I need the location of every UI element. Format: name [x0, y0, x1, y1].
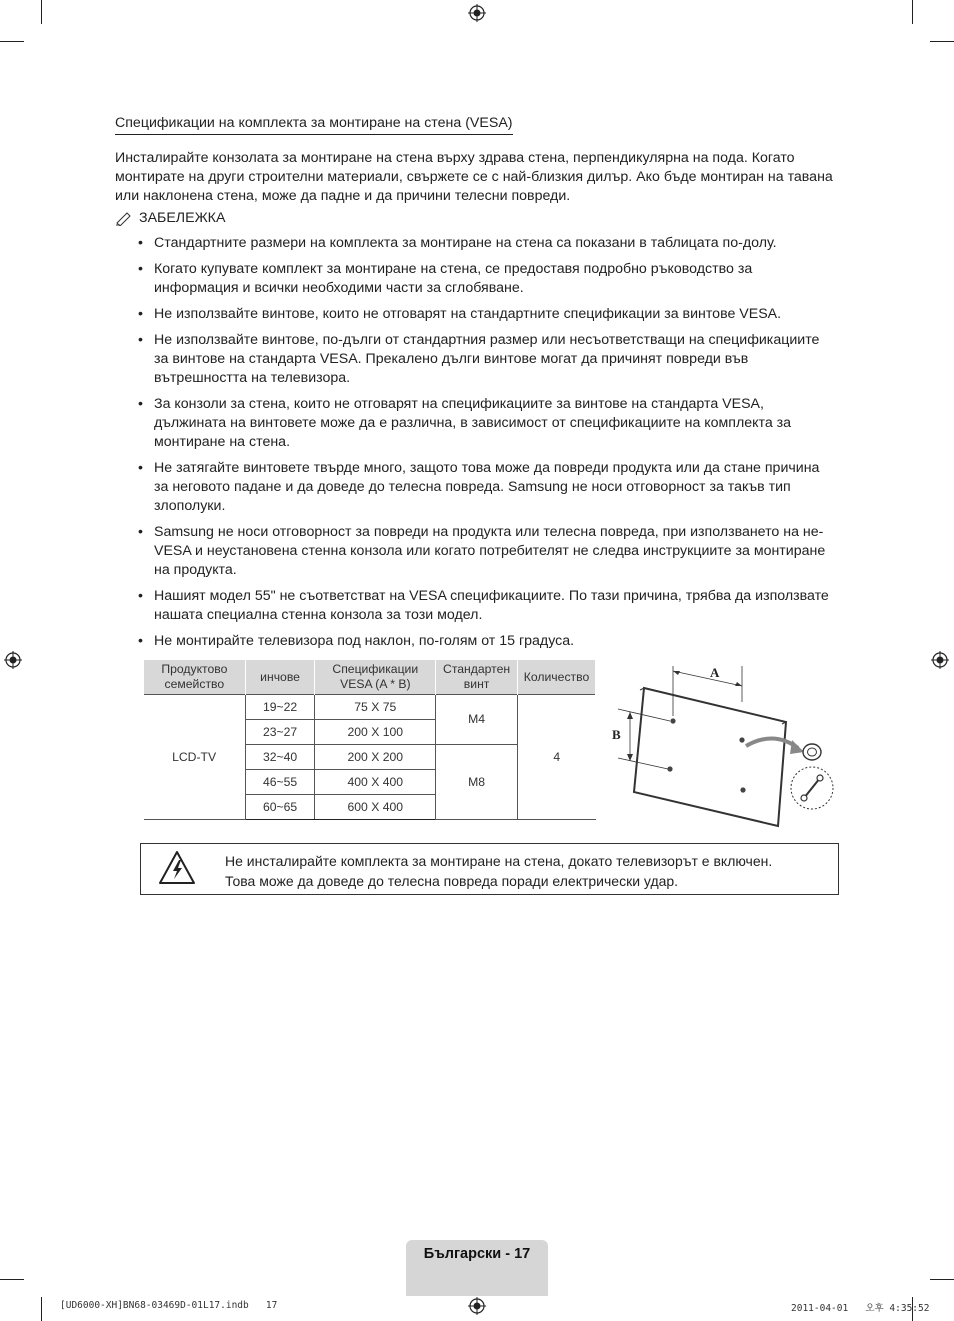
screw-cell: M4 [436, 695, 518, 745]
page-label: Български - 17 [423, 1246, 531, 1262]
page-number-tab [406, 1240, 548, 1296]
screw-hole [740, 787, 745, 792]
list-item: • За конзоли за стена, които не отговарят на спецификациите за винтове на стандарта VESA, дължината на винтовете може да е различна, в зависимост от спецификациите на комплекта за монтиране на стена. [138, 395, 835, 452]
crop-mark [930, 1279, 954, 1280]
crop-mark [0, 1279, 24, 1280]
table-header-row [144, 660, 596, 695]
column-header: Количество [518, 660, 596, 695]
main-content [115, 114, 835, 658]
warning-line: Не инсталирайте комплекта за монтиране на стена, докато телевизорът е включен. [225, 853, 773, 869]
quantity-cell: 4 [518, 695, 596, 820]
vesa-cell: 400 X 400 [315, 770, 436, 795]
screw-hole [670, 718, 675, 723]
inches-cell: 32~40 [245, 745, 315, 770]
bolt-icon [791, 767, 833, 809]
vesa-cell: 200 X 100 [315, 720, 436, 745]
list-item: • Не използвайте винтове, по-дълги от стандартния размер или несъответстващи на спецификациите за винтове на стандарта VESA. Прекалено дълги винтове могат да причинят повреди във вътрешността на телевизора. [138, 331, 835, 388]
list-item: • Когато купувате комплект за монтиране на стена, се предоставя подробно ръководство за информация и всички необходими части за сглобяване. [138, 260, 835, 298]
column-header: инчове [245, 660, 315, 695]
registration-mark-icon [468, 4, 486, 22]
dimension-b-label: B [612, 727, 621, 742]
product-family-cell: LCD-TV [144, 695, 246, 820]
inches-cell: 19~22 [245, 695, 315, 720]
note-header [115, 209, 835, 228]
warning-text [225, 851, 772, 891]
inches-cell: 23~27 [245, 720, 315, 745]
warning-box [140, 843, 839, 895]
crop-mark [930, 41, 954, 42]
column-header: Стандартен винт [436, 660, 518, 695]
file-slug: [UD6000-XH]BN68-03469D-01L17.indb 17 [60, 1300, 278, 1311]
registration-mark-icon [4, 651, 22, 669]
screw-hole [739, 737, 744, 742]
screw-hole [667, 766, 672, 771]
list-item: • Не използвайте винтове, които не отговарят на стандартните спецификации за винтове VESA. [138, 305, 835, 324]
screw-cell: M8 [436, 745, 518, 820]
column-header: Спецификации VESA (A * B) [315, 660, 436, 695]
note-label: ЗАБЕЛЕЖКА [139, 210, 226, 226]
column-header: Продуктово семейство [144, 660, 246, 695]
list-item: • Samsung не носи отговорност за повреди на продукта или телесна повреда, при използването на не-VESA и неустановена стенна конзола или когато потребителят не следва инструкциите за монтиране на продукта. [138, 523, 835, 580]
list-item: • Не затягайте винтовете твърде много, защото това може да повреди продукта или да стане причина за неговото падане и да доведе до телесна повреда. Samsung не носи отговорност за такъв тип злополуки. [138, 459, 835, 516]
pencil-note-icon [115, 212, 133, 226]
list-item: • Не монтирайте телевизора под наклон, по-голям от 15 градуса. [138, 632, 835, 651]
note-bullet-list [115, 234, 835, 651]
wall-spacer-icon [803, 744, 821, 760]
inches-cell: 60~65 [245, 795, 315, 820]
intro-paragraph: Инсталирайте конзолата за монтиране на стена върху здрава стена, перпендикулярна на пода. Когато монтирате на други строителни материали, свържете се с най-близкия дилър. Ако бъде монтиран на тавана или наклонена стена, може да падне и да причини телесни повреди. [115, 150, 833, 204]
vesa-cell: 600 X 400 [315, 795, 436, 820]
warning-line: Това може да доведе до телесна повреда поради електрически удар. [225, 873, 679, 889]
crop-mark [41, 1297, 42, 1321]
inches-cell: 46~55 [245, 770, 315, 795]
crop-mark [0, 41, 24, 42]
dimension-a-label: A [710, 665, 720, 680]
crop-mark [41, 0, 42, 24]
table-row [144, 695, 596, 720]
vesa-cell: 75 X 75 [315, 695, 436, 720]
print-timestamp: 2011-04-01 오후 4:35:52 [791, 1303, 930, 1314]
registration-mark-icon [468, 1297, 486, 1315]
list-item: • Стандартните размери на комплекта за монтиране на стена са показани в таблицата по-долу. [138, 234, 835, 253]
tv-back-panel [634, 688, 786, 826]
section-heading: Спецификации на комплекта за монтиране на стена (VESA) [115, 114, 513, 135]
crop-mark [912, 0, 913, 24]
tv-back-mounting-diagram [606, 660, 838, 830]
vesa-cell: 200 X 200 [315, 745, 436, 770]
list-item: • Нашият модел 55" не съответстват на VESA спецификациите. По тази причина, трябва да използвате нашата специална стенна конзола за този модел. [138, 587, 835, 625]
registration-mark-icon [931, 651, 949, 669]
electric-shock-warning-icon [158, 850, 196, 886]
vesa-spec-table [143, 660, 596, 820]
